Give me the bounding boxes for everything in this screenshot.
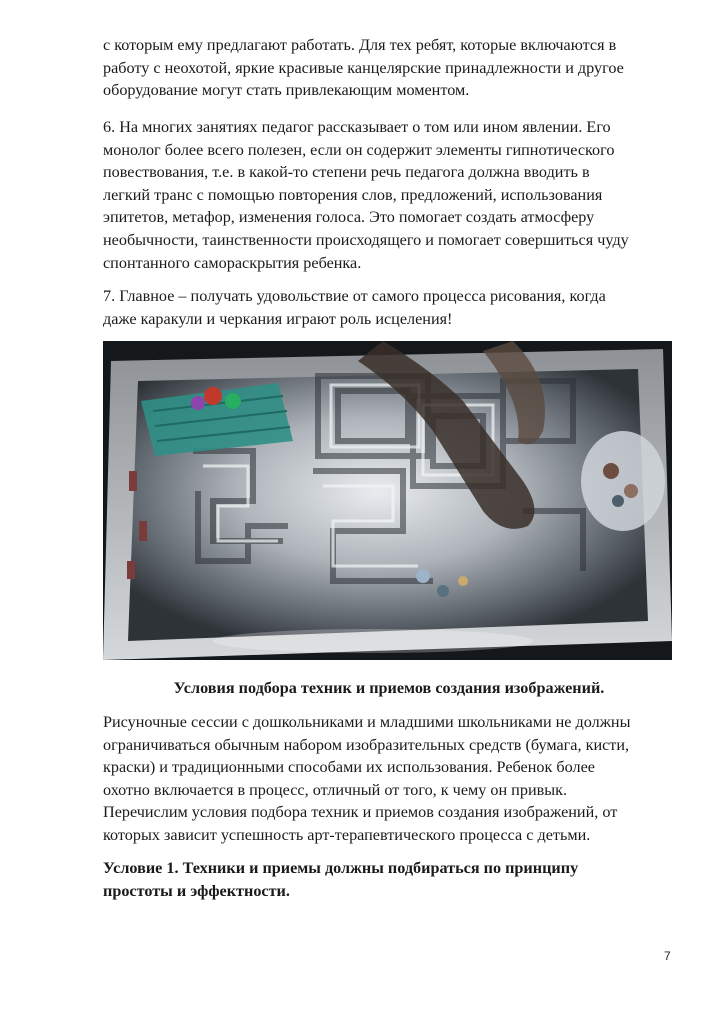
paragraph-6: [103, 116, 675, 274]
text-line: оборудование могут стать привлекающим моментом.: [103, 81, 470, 100]
text-line: эпитетов, метафор, изменения голоса. Это помогает создать атмосферу: [103, 208, 595, 227]
section-heading: Условия подбора техник и приемов создания изображений.: [173, 679, 605, 697]
text-line: монолог более всего полезен, если он содержит элементы гипнотического: [103, 140, 615, 159]
text-line: работу с неохотой, яркие красивые канцелярские принадлежности и другое: [103, 58, 624, 77]
text-line: с которым ему предлагают работать. Для тех ребят, которые включаются в: [103, 36, 617, 54]
text-line: даже каракули и черкания играют роль исцеления!: [103, 309, 453, 328]
text-line: ограничиваться обычным набором изобразительных средств (бумага, кисти,: [103, 735, 630, 754]
page-number: 7: [664, 949, 671, 963]
text-line: спонтанного самораскрытия ребенка.: [103, 253, 362, 272]
text-line: которых зависит успешность арт-терапевтического процесса с детьми.: [103, 825, 591, 844]
text-line: Рисуночные сессии с дошкольниками и младшими школьниками не должны: [103, 713, 631, 731]
text-line: простоты и эффектности.: [103, 881, 290, 900]
paragraph-7: [103, 285, 675, 330]
text-line: краски) и традиционными способами их использования. Ребенок более: [103, 758, 595, 777]
text-line: легкий транс с помощью повторения слов, предложений, использования: [103, 185, 603, 204]
body-paragraph: [103, 711, 675, 847]
text-line: Перечислим условия подбора техник и приемов создания изображений, от: [103, 803, 618, 822]
condition-heading: [103, 857, 675, 902]
text-line: повествования, т.е. в какой-то степени речь педагога должна вводить в: [103, 163, 590, 182]
text-line: 6. На многих занятиях педагог рассказывает о том или ином явлении. Его: [103, 118, 611, 136]
text-line: Условие 1. Техники и приемы должны подбираться по принципу: [103, 859, 579, 877]
paragraph-1: [103, 34, 675, 102]
sand-table-photo: [103, 341, 672, 660]
text-line: охотно включается в процесс, отличный от того, к чему он привык.: [103, 780, 568, 799]
text-line: необычности, таинственности происходящего и помогает совершиться чуду: [103, 230, 629, 249]
text-line: 7. Главное – получать удовольствие от самого процесса рисования, когда: [103, 287, 606, 305]
